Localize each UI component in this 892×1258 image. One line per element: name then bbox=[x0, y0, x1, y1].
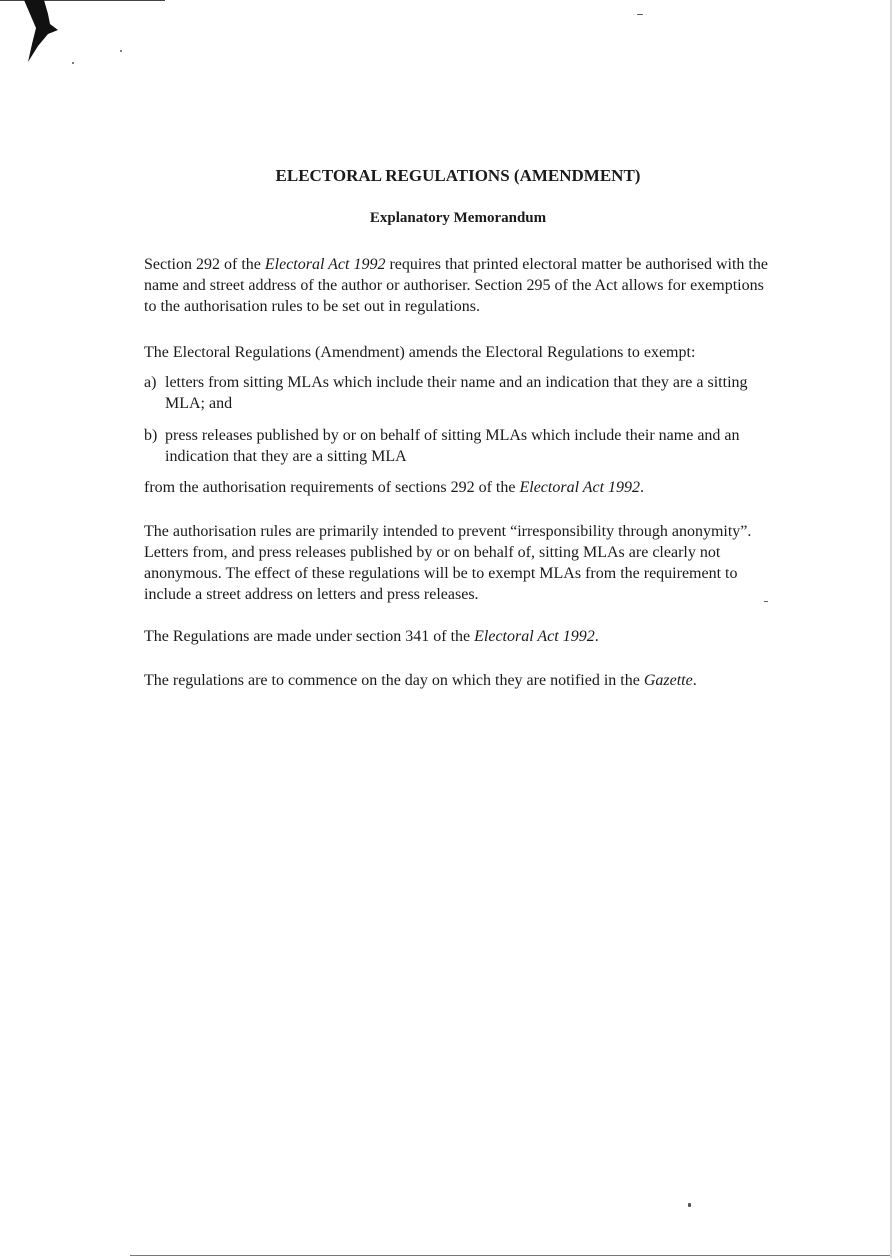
paragraph-amendment-intro: The Electoral Regulations (Amendment) amends the Electoral Regulations to exempt: bbox=[144, 344, 696, 361]
list-item-b bbox=[144, 425, 774, 467]
paragraph-anonymity: The authorisation rules are primarily intended to prevent “irresponsibility through anonymity”. Letters from, and press releases published by or on behalf of, sitting MLAs are clearly not anonymous. The effect of these regulations will be to exempt MLAs from the requirement to include a street address on letters and press releases. bbox=[144, 523, 752, 603]
list-item-text: letters from sitting MLAs which include their name and an indication that they are a sitting MLA; and bbox=[165, 374, 748, 412]
document-subtitle: Explanatory Memorandum bbox=[369, 210, 547, 226]
paragraph-commencement bbox=[144, 670, 774, 691]
binding-clip-mark bbox=[14, 0, 64, 70]
scan-edge-line-bottom bbox=[130, 1255, 892, 1256]
list-item-text: press releases published by or on behalf of sitting MLAs which include their name and an indication that they are a sitting MLA bbox=[165, 427, 740, 465]
paragraph-text: Section 292 of the bbox=[144, 256, 265, 273]
paragraph-text: The Regulations are made under section 341 of the bbox=[144, 628, 475, 645]
paragraph-text: requires that printed electoral matter be authorised with the name and street address of the author or authoriser. Section 295 of the Act allows for exemptions to the authorisation rules to be set out in regulations. bbox=[144, 256, 768, 315]
scan-speck bbox=[688, 1203, 691, 1207]
paragraph-text: . bbox=[640, 479, 645, 496]
paragraph-text: . bbox=[692, 672, 697, 689]
paragraph-text: The regulations are to commence on the day on which they are notified in the bbox=[144, 672, 644, 689]
paragraph-from-requirements bbox=[144, 477, 774, 498]
list-item-a bbox=[144, 372, 774, 414]
act-name: Electoral Act 1992 bbox=[519, 479, 641, 496]
act-name: Electoral Act 1992 bbox=[474, 628, 595, 645]
paragraph-authorisation-requirement bbox=[144, 254, 774, 317]
scan-speck bbox=[72, 62, 74, 64]
act-name: Electoral Act 1992 bbox=[264, 256, 386, 273]
paragraph-section-341 bbox=[144, 626, 774, 647]
scan-speck bbox=[637, 14, 643, 15]
scan-speck bbox=[120, 50, 122, 52]
list-marker: b) bbox=[144, 427, 158, 444]
document-title: ELECTORAL REGULATIONS (AMENDMENT) bbox=[275, 166, 641, 185]
paragraph-text: . bbox=[594, 628, 599, 645]
list-marker: a) bbox=[144, 374, 157, 391]
gazette-name: Gazette bbox=[643, 672, 693, 689]
paragraph-text: from the authorisation requirements of sections 292 of the bbox=[144, 479, 520, 496]
